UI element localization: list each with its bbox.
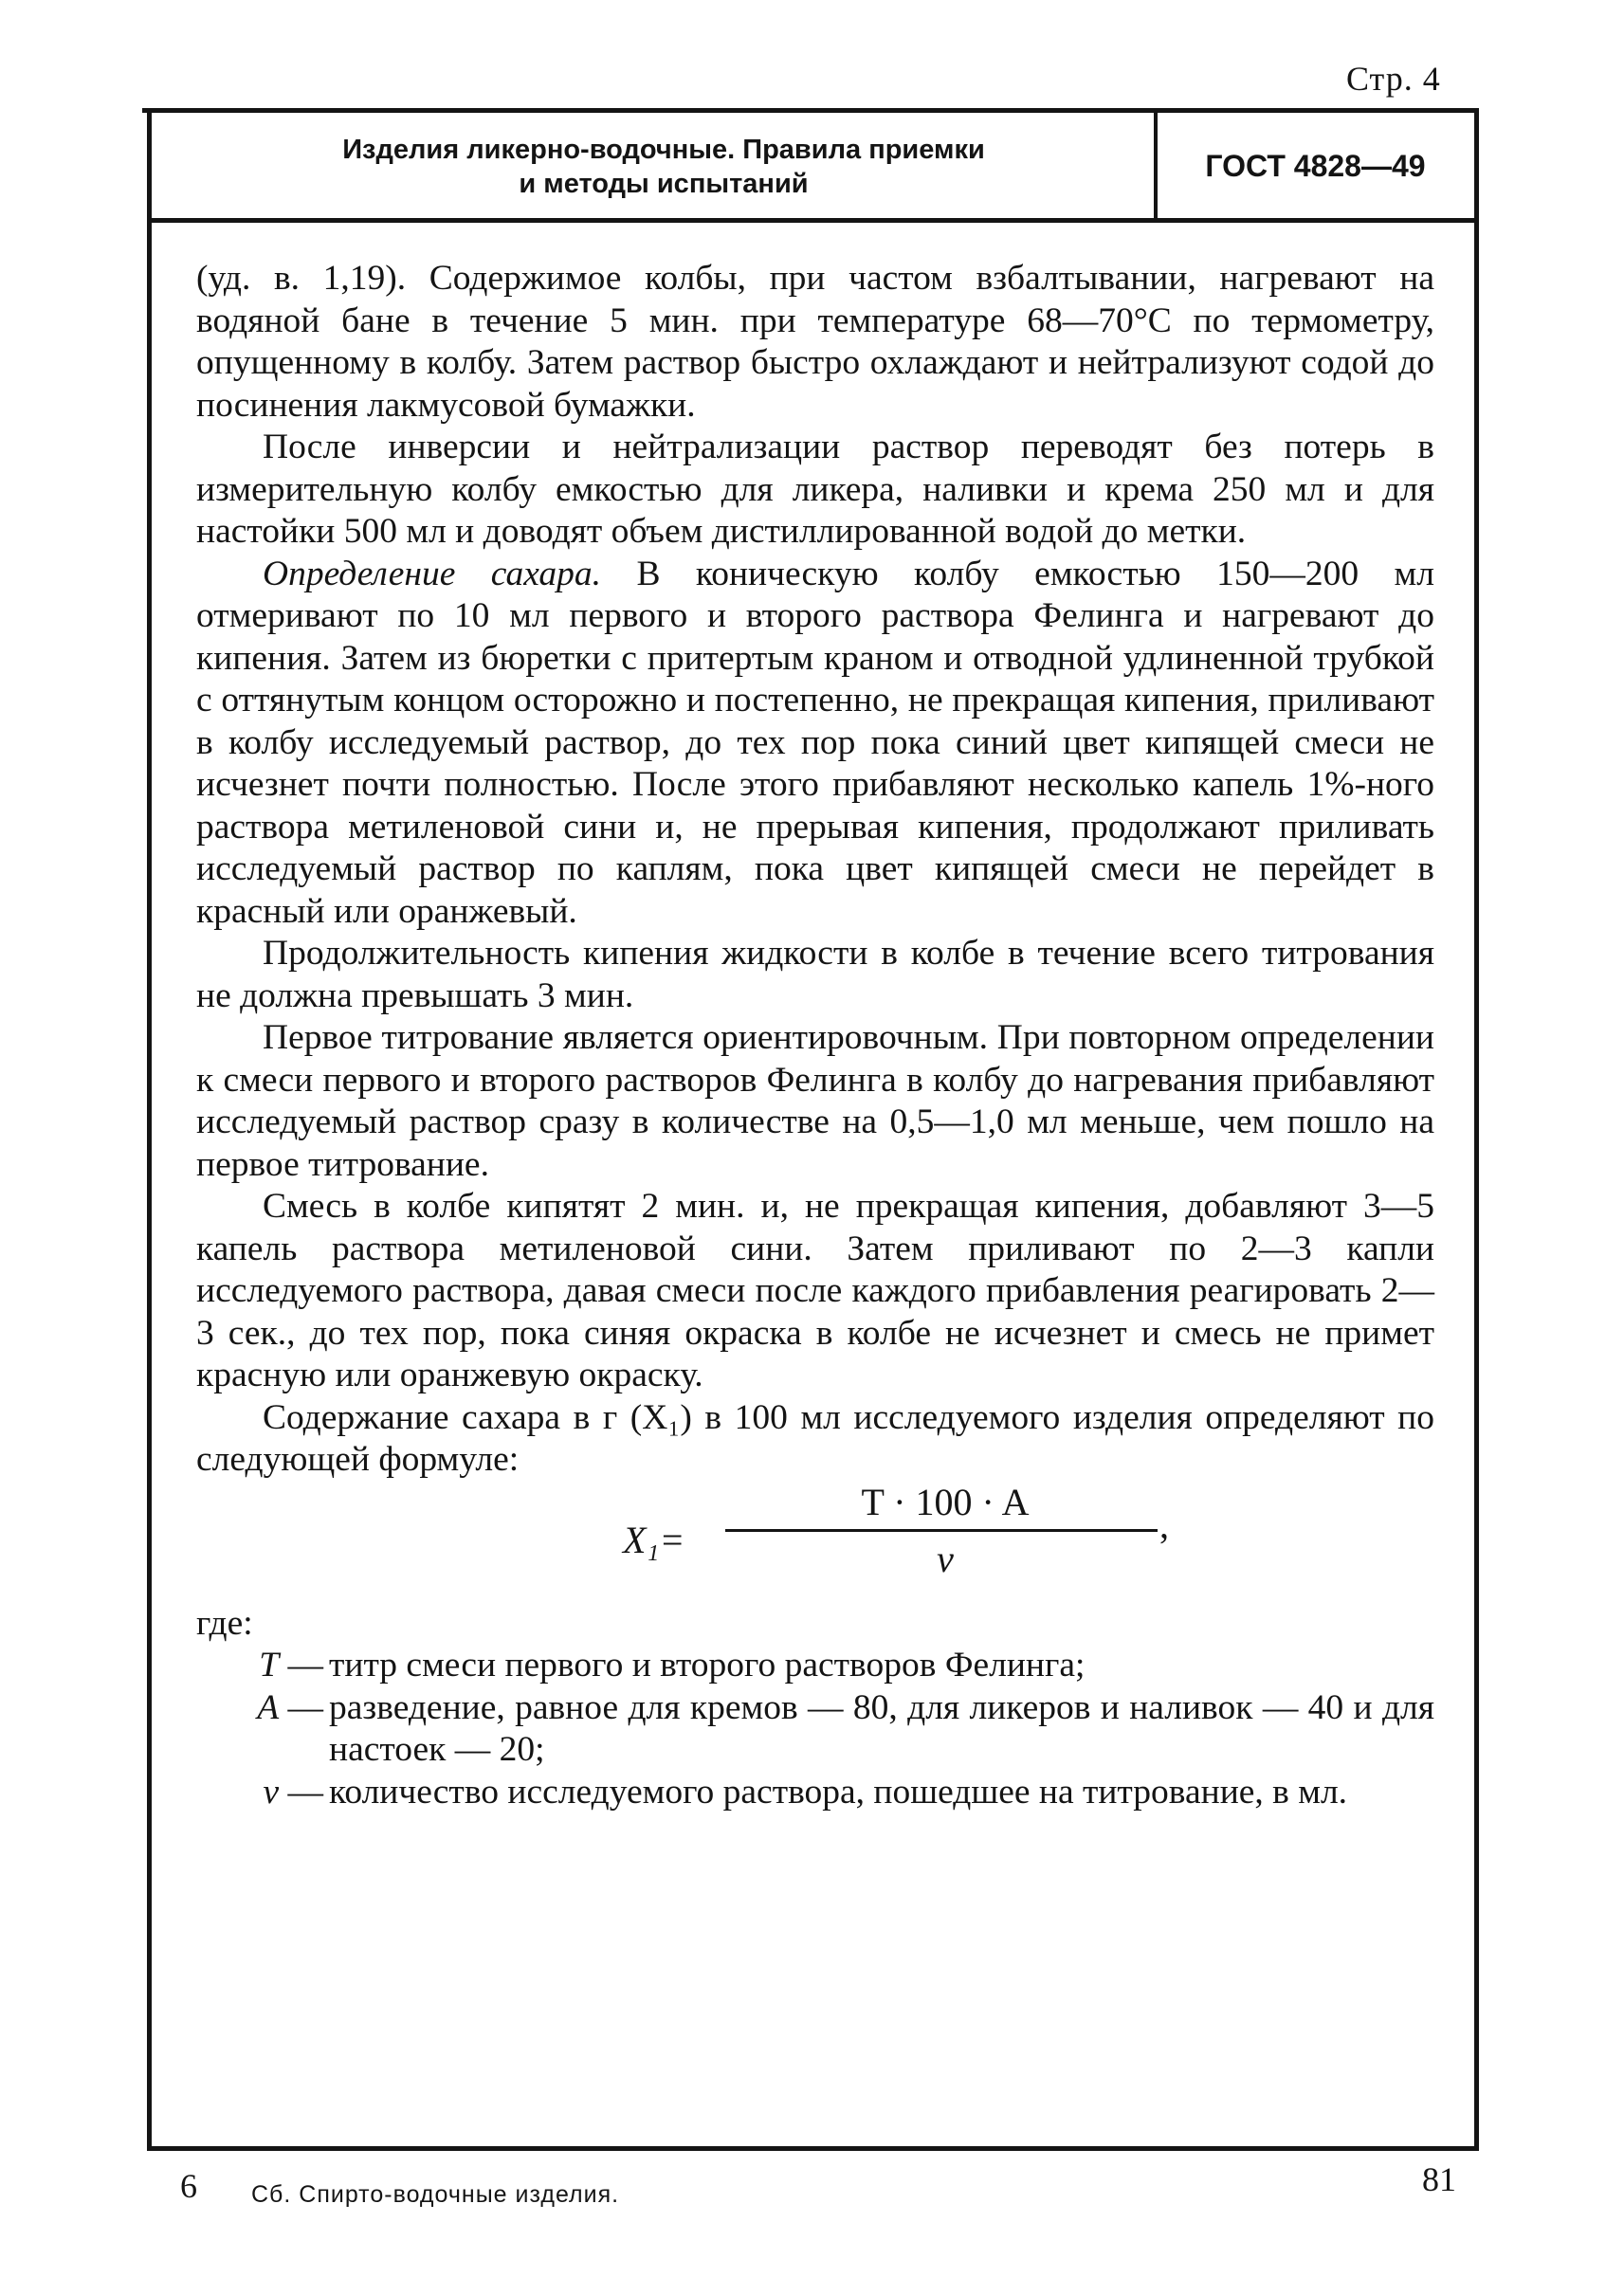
formula-denominator: v: [937, 1537, 954, 1580]
paragraph-5: Первое титрование является ориентировочным. При повторном определении к смеси первого и второго растворов Фелинга в колбу до нагревания прибавляют исследуемый раствор сразу в количестве на 0,5—1,0 мл меньше, чем пошло на первое титрование.: [196, 1018, 1434, 1184]
document-title-line2: и методы испытаний: [519, 169, 809, 199]
formula-fraction-bar: [725, 1529, 1158, 1532]
frame-left-rule: [147, 108, 152, 2150]
frame-top-rule: [142, 108, 1479, 113]
paragraph-3: [196, 554, 1434, 934]
paragraph-3-text: В коническую колбу емкостью 150—200 мл отмеривают по 10 мл первого и второго раствора Фелинга и нагревают до кипения. Затем из бюретки с притертым краном и отводной удлиненной трубкой с оттянутым концом осторожно и постепенно, не прекращая кипения, приливают в колбу исследуемый раствор, до тех пор пока синий цвет кипящей смеси не исчезнет почти полностью. После этого прибавляют несколько капель 1%-ного раствора метиленовой сини и, не прерывая кипения, продолжают приливать исследуемый раствор по каплям, пока цвет кипящей смеси не перейдет в красный или оранжевый.: [196, 554, 1435, 931]
definitions-list: [196, 1645, 1434, 1813]
header-divider: [1154, 112, 1158, 218]
document-title-line1: Изделия ликерно-водочные. Правила приемки: [342, 135, 985, 165]
paragraph-1: (уд. в. 1,19). Содержимое колбы, при частом взбалтывании, нагревают на водяной бане в течение 5 мин. при температуре 68—70°С по термометру, опущенному в колбу. Затем раствор быстро охлаждают и нейтрализуют содой до посинения лакмусовой бумажки.: [196, 259, 1434, 425]
standard-code: ГОСТ 4828—49: [1205, 149, 1426, 183]
definition-symbol: A —: [257, 1687, 323, 1727]
definition-text: разведение, равное для кремов — 80, для ликеров и наливок — 40 и для настоек — 20;: [329, 1687, 1434, 1769]
definition-symbol: T —: [259, 1646, 323, 1685]
document-title: [190, 133, 1138, 201]
frame-bottom-rule: [147, 2146, 1479, 2151]
page-number: 81: [1422, 2160, 1456, 2198]
paragraph-6: Смесь в колбе кипятят 2 мин. и, не прекращая кипения, добавляют 3—5 капель раствора метиленовой сини. Затем приливают по 2—3 капли исследуемого раствора, давая смеси после каждого прибавления реагировать 2—3 сек., до тех пор, пока синяя окраска в колбе не исчезнет и смесь не примет красную или оранжевую окраску.: [196, 1187, 1434, 1394]
collection-title: Сб. Спирто-водочные изделия.: [251, 2181, 620, 2208]
paragraph-4: Продолжительность кипения жидкости в колбе в течение всего титрования не должна превышать 3 мин.: [196, 934, 1434, 1015]
paragraph-2: После инверсии и нейтрализации раствор переводят без потерь в измерительную колбу емкостью для ликера, наливки и крема 250 мл и для настойки 500 мл и доводят объем дистиллированной водой до метки.: [196, 428, 1434, 551]
where-label: где:: [196, 1603, 253, 1643]
page-label: Стр. 4: [1346, 60, 1441, 98]
frame-right-rule: [1474, 108, 1479, 2150]
sugar-formula: [196, 1482, 1434, 1603]
printer-signature: 6: [180, 2167, 197, 2205]
definition-symbol: v —: [263, 1772, 323, 1812]
page-body: [196, 258, 1434, 1813]
definition-text: титр смеси первого и второго растворов Фелинга;: [329, 1646, 1086, 1685]
formula-trailing-comma: ,: [1159, 1503, 1169, 1546]
definition-text: количество исследуемого раствора, пошедшее на титрование, в мл.: [329, 1772, 1348, 1812]
section-heading-sugar: Определение сахара.: [263, 554, 601, 593]
header-bottom-rule: [150, 218, 1477, 223]
paragraph-7: Содержание сахара в г (X₁) в 100 мл исследуемого изделия определяют по следующей формуле:: [196, 1397, 1434, 1479]
formula-numerator: T · 100 · A: [861, 1480, 1030, 1523]
formula-lhs: X₁=: [623, 1518, 685, 1561]
